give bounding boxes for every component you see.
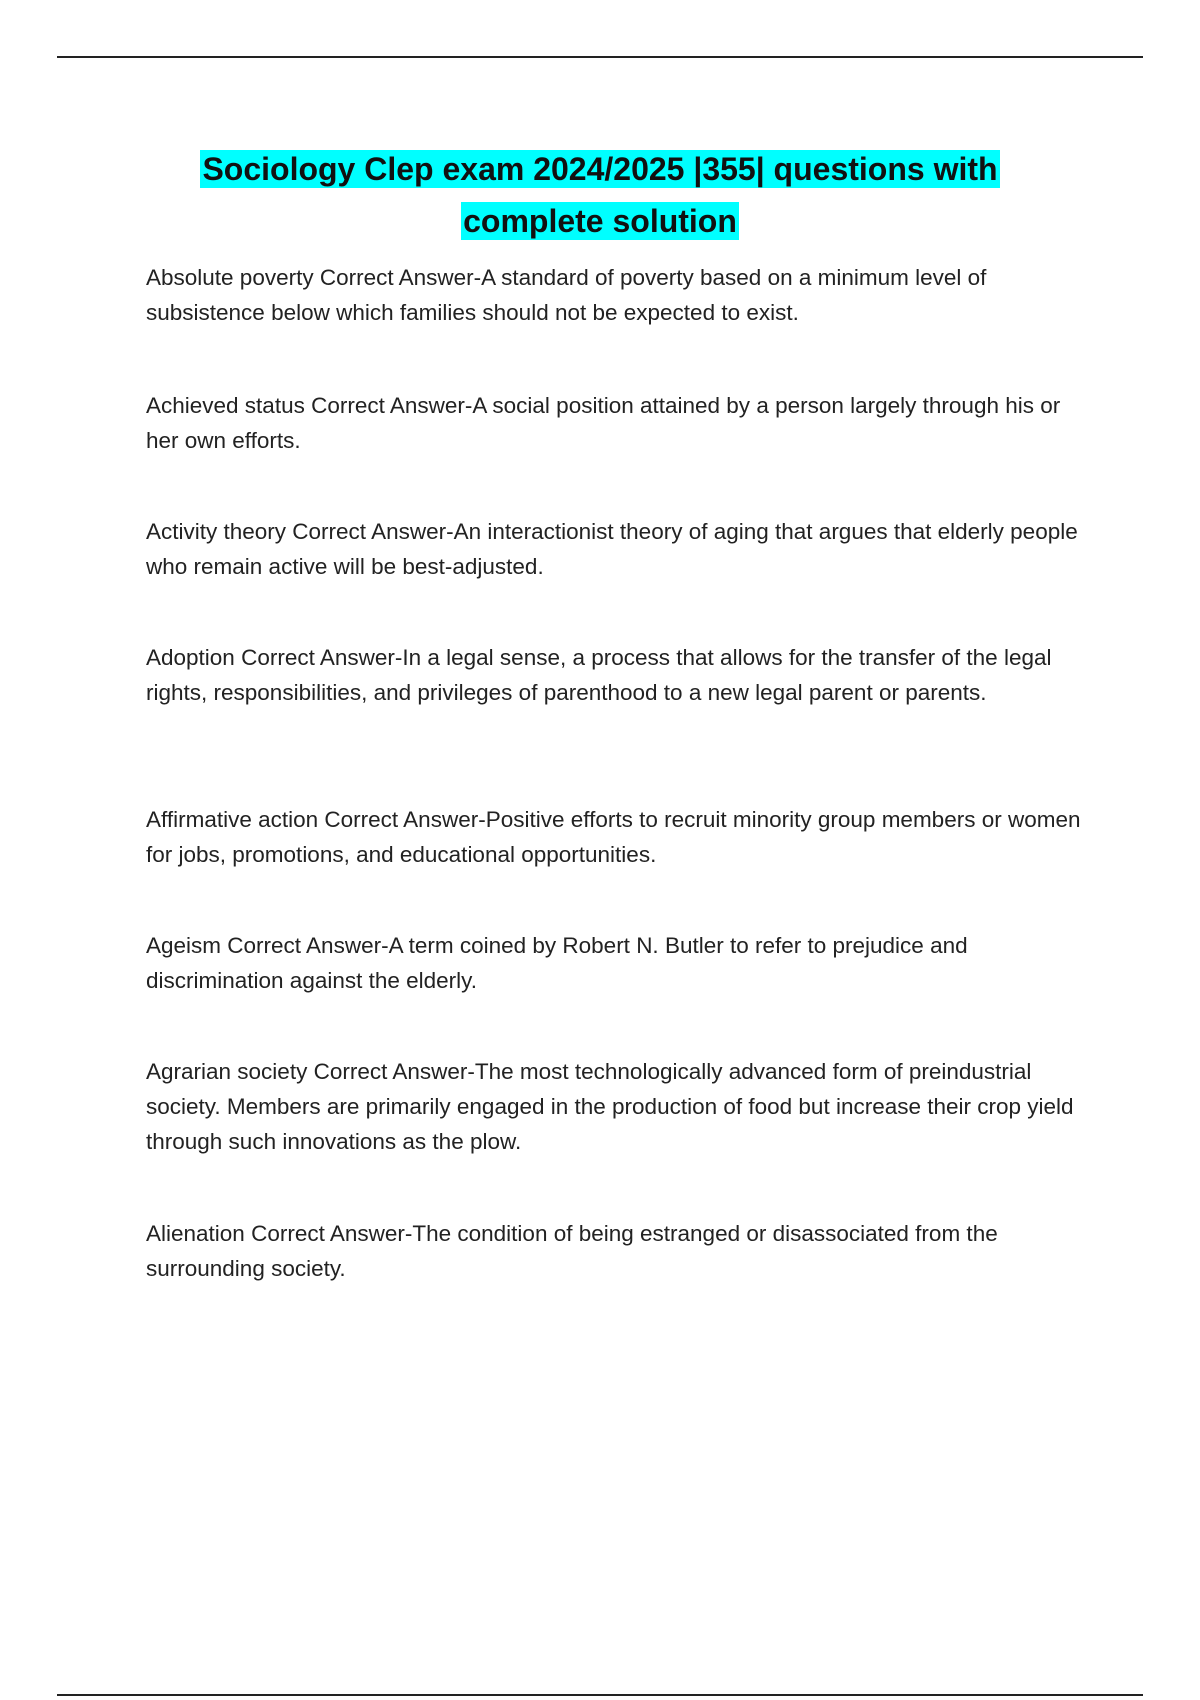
flashcard-entry: Absolute poverty Correct Answer-A standard of poverty based on a minimum level of subsistence below which families should not be expected to exist. [146,265,987,325]
document-title [100,143,1100,247]
title-line-2: complete solution [463,203,737,239]
flashcard-entry: Ageism Correct Answer-A term coined by Robert N. Butler to refer to prejudice and discrimination against the elderly. [146,933,968,993]
title-line-1: Sociology Clep exam 2024/2025 |355| questions with [202,151,998,187]
flashcard-entry: Achieved status Correct Answer-A social position attained by a person largely through his or her own efforts. [146,393,1061,453]
flashcard-entry: Affirmative action Correct Answer-Positive efforts to recruit minority group members or women for jobs, promotions, and educational opportunities. [146,807,1081,867]
flashcard-entry: Activity theory Correct Answer-An interactionist theory of aging that argues that elderly people who remain active will be best-adjusted. [146,519,1078,579]
flashcard-entry: Alienation Correct Answer-The condition of being estranged or disassociated from the surrounding society. [146,1221,998,1281]
bottom-rule [57,1694,1143,1696]
flashcard-entry: Agrarian society Correct Answer-The most technologically advanced form of preindustrial society. Members are primarily engaged in the production of food but increase their crop yield through such innovations as the plow. [146,1059,1074,1154]
top-rule [57,56,1143,58]
flashcard-entry: Adoption Correct Answer-In a legal sense, a process that allows for the transfer of the legal rights, responsibilities, and privileges of parenthood to a new legal parent or parents. [146,645,1052,705]
